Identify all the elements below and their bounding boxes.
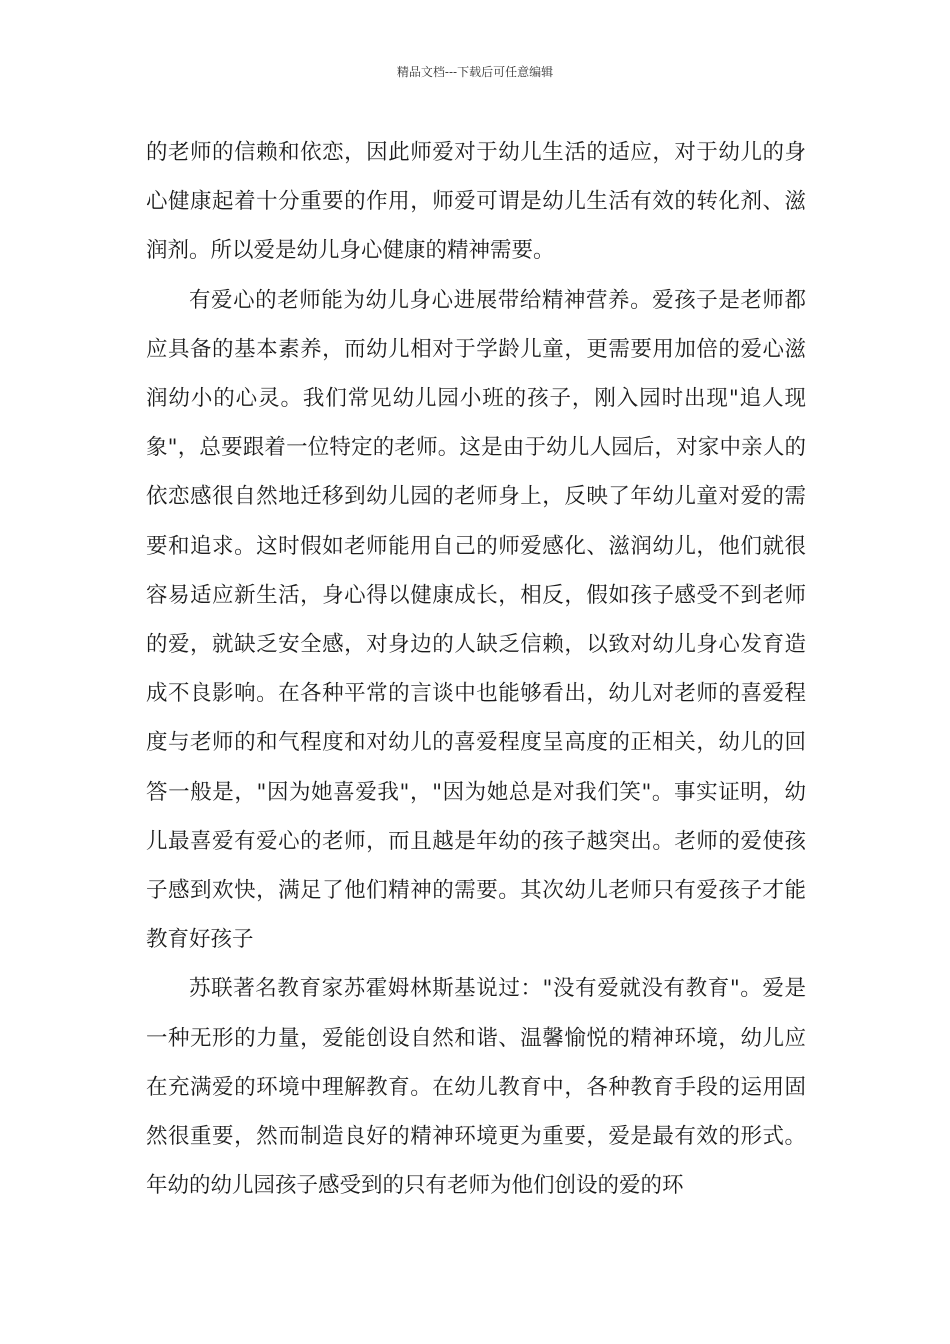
paragraph-continuation: 的老师的信赖和依恋，因此师爱对于幼儿生活的适应，对于幼儿的身心健康起着十分重要的作用，师爱可谓是幼儿生活有效的转化剂、滋润剂。所以爱是幼儿身心健康的精神需要。	[146, 140, 806, 264]
paragraph-sukhomlinsky: 苏联著名教育家苏霍姆林斯基说过："没有爱就没有教育"。爱是一种无形的力量，爱能创设自然和谐、温馨愉悦的精神环境，幼儿应在充满爱的环境中理解教育。在幼儿教育中，各种教育手段的运用固然很重要，然而制造良好的精神环境更为重要，爱是最有效的形式。年幼的幼儿园孩子感受到的只有老师为他们创设的爱的环	[146, 976, 806, 1199]
document-body	[146, 128, 806, 1210]
page-header: 精品文档---下载后可任意编辑	[396, 65, 554, 79]
paragraph-teacher-love: 有爱心的老师能为幼儿身心进展带给精神营养。爱孩子是老师都应具备的基本素养，而幼儿相对于学龄儿童，更需要用加倍的爱心滋润幼小的心灵。我们常见幼儿园小班的孩子，刚入园时出现"追人现象"，总要跟着一位特定的老师。这是由于幼儿人园后，对家中亲人的依恋感很自然地迁移到幼儿园的老师身上，反映了年幼儿童对爱的需要和追求。这时假如老师能用自己的师爱感化、滋润幼儿，他们就很容易适应新生活，身心得以健康成长，相反，假如孩子感受不到老师的爱，就缺乏安全感，对身边的人缺乏信赖，以致对幼儿身心发育造成不良影响。在各种平常的言谈中也能够看出，幼儿对老师的喜爱程度与老师的和气程度和对幼儿的喜爱程度呈高度的正相关，幼儿的回答一般是，"因为她喜爱我"，"因为她总是对我们笑"。事实证明，幼儿最喜爱有爱心的老师，而且越是年幼的孩子越突出。老师的爱使孩子感到欢快，满足了他们精神的需要。其次幼儿老师只有爱孩子才能教育好孩子	[146, 287, 806, 953]
